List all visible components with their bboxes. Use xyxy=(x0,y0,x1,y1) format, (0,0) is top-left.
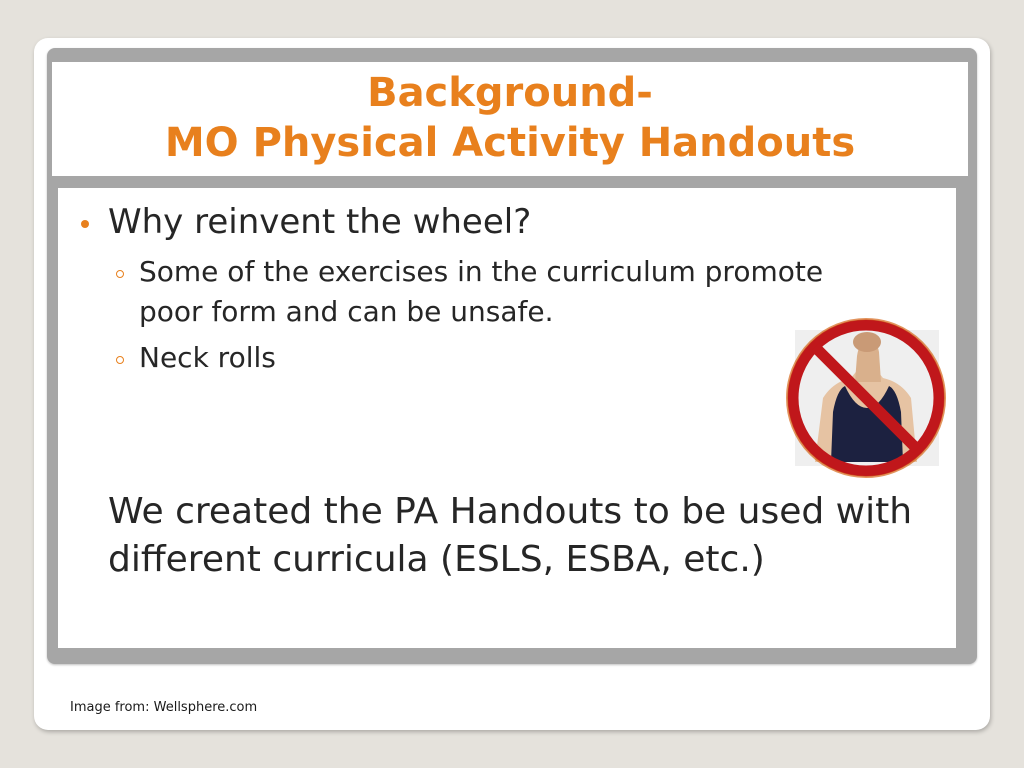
sub-bullet-icon xyxy=(116,270,124,278)
bullet-text-1: Why reinvent the wheel? xyxy=(108,202,532,242)
neck-roll-illustration xyxy=(775,312,957,484)
bullet-text-2: We created the PA Handouts to be used with different curricula (ESLS, ESBA, etc.) xyxy=(108,491,913,580)
bullet-item-1 xyxy=(108,200,531,244)
neck-roll-prohibited-image xyxy=(775,312,957,484)
title-line-1: Background- xyxy=(367,70,653,116)
image-credit: Image from: Wellsphere.com xyxy=(70,700,258,715)
bullet-item-2 xyxy=(108,488,928,584)
person-head xyxy=(853,332,881,352)
sub-bullet-icon xyxy=(116,356,124,364)
sub-bullet-item-1 xyxy=(139,252,839,332)
sub-bullet-item-2 xyxy=(139,338,276,378)
slide-title xyxy=(52,68,968,168)
sub-bullet-text-1: Some of the exercises in the curriculum promote poor form and can be unsafe. xyxy=(139,255,824,328)
sub-bullet-text-2: Neck rolls xyxy=(139,341,276,374)
title-line-2: MO Physical Activity Handouts xyxy=(164,120,856,166)
bullet-icon xyxy=(81,220,89,228)
